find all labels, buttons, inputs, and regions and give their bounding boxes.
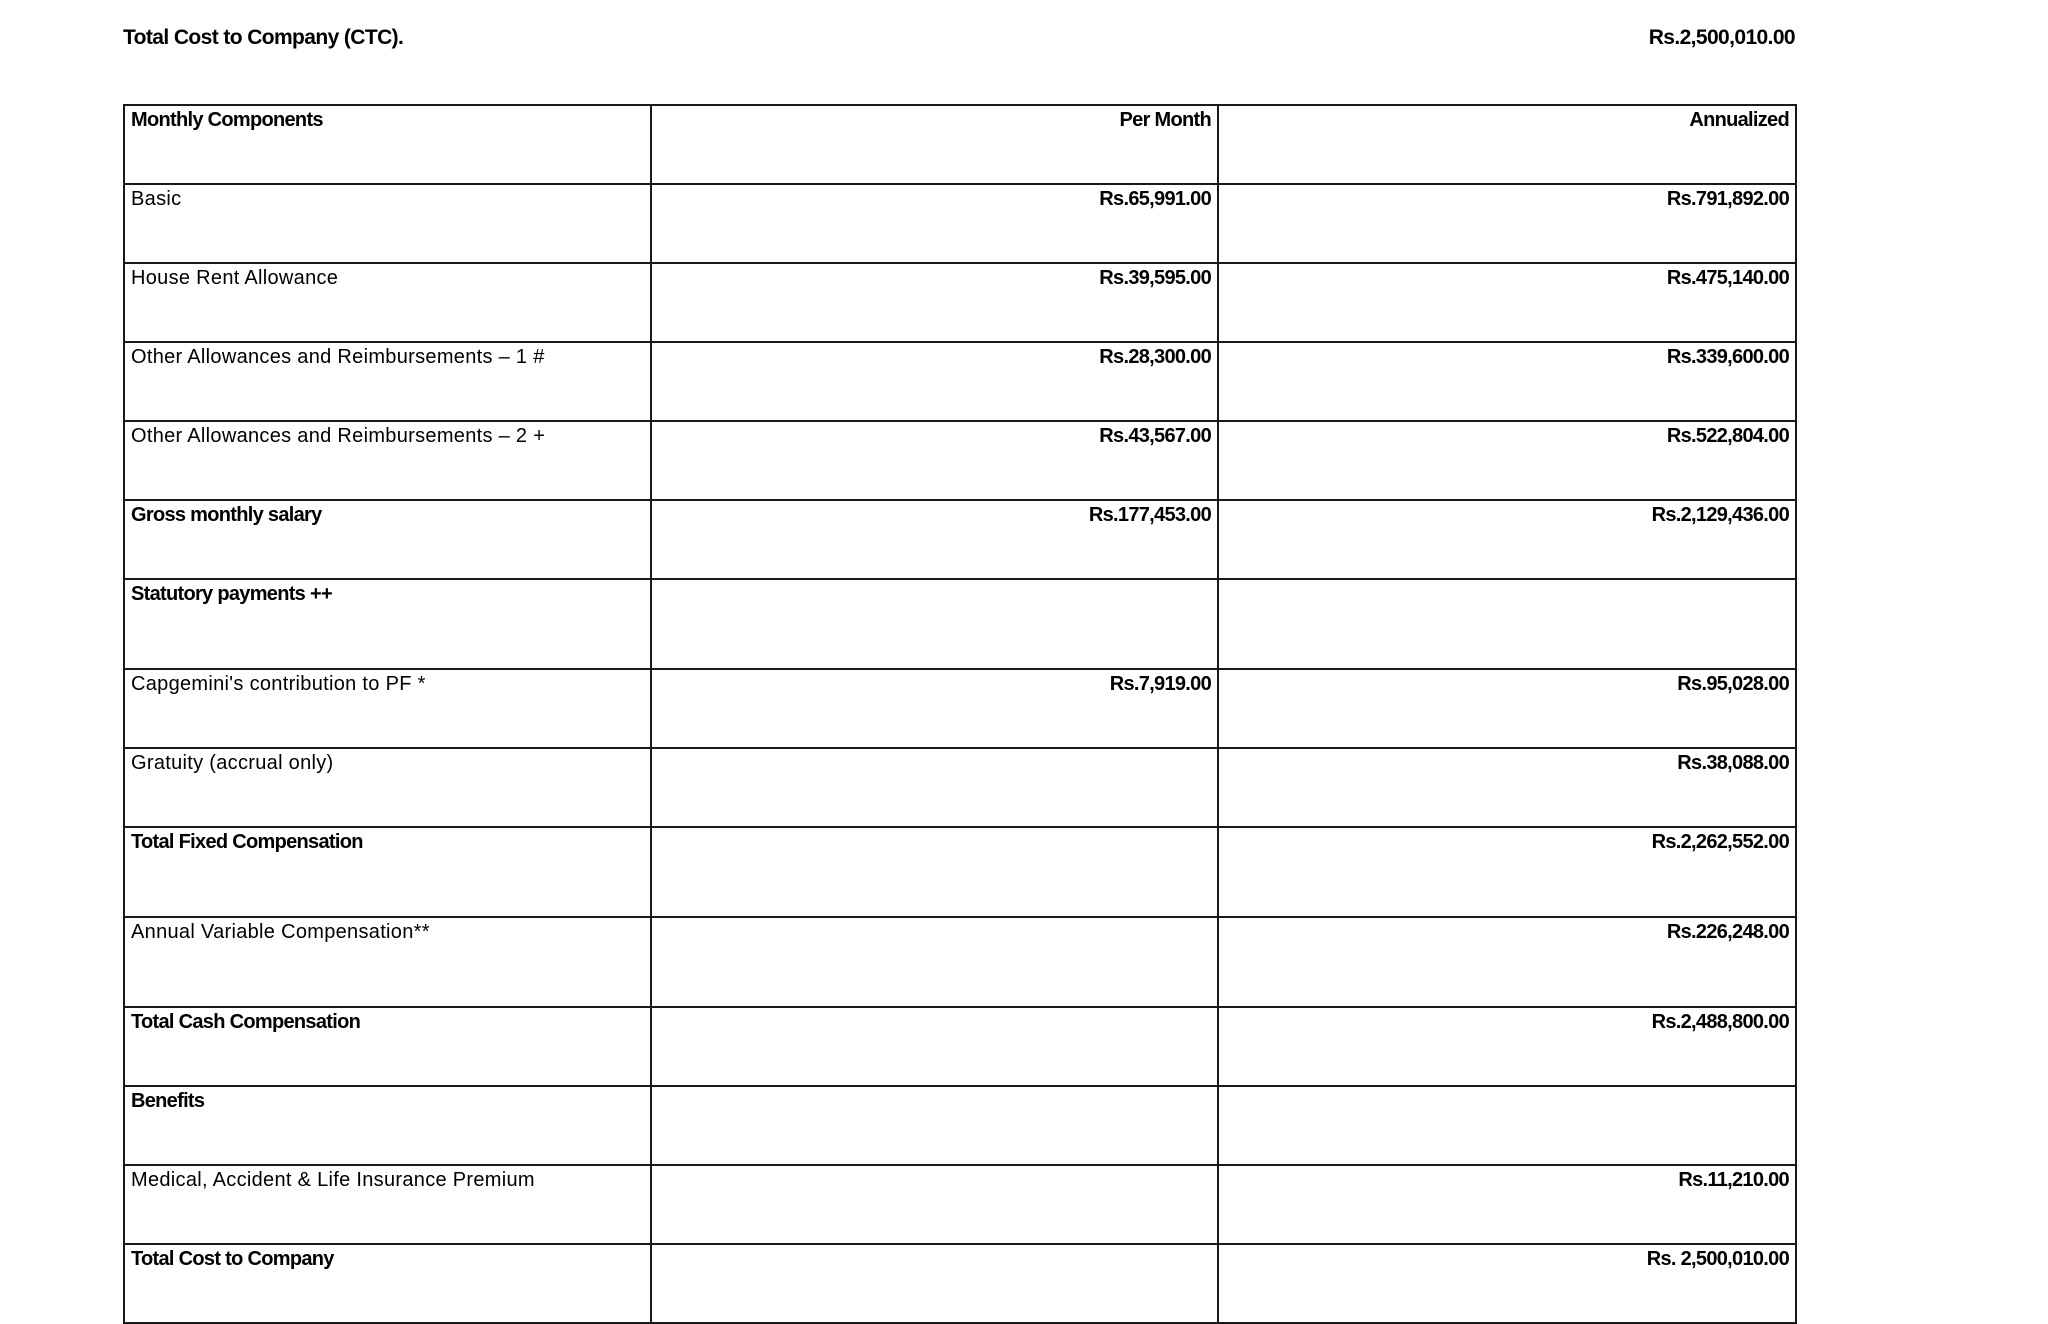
- table-row: [124, 579, 1796, 669]
- row-label: Total Fixed Compensation: [124, 827, 651, 917]
- table-row: [124, 263, 1796, 342]
- table-row: [124, 669, 1796, 748]
- table-row: [124, 827, 1796, 917]
- row-label: Statutory payments ++: [124, 579, 651, 669]
- row-label: Gratuity (accrual only): [124, 748, 651, 827]
- row-per-month: [651, 917, 1218, 1007]
- table-row: [124, 421, 1796, 500]
- ctc-summary-value: Rs.2,500,010.00: [1648, 26, 1795, 49]
- table-row: [124, 1086, 1796, 1165]
- row-label: Medical, Accident & Life Insurance Premium: [124, 1165, 651, 1244]
- row-annual: Rs.475,140.00: [1218, 263, 1796, 342]
- table-row: [124, 748, 1796, 827]
- row-per-month: Rs.177,453.00: [651, 500, 1218, 579]
- row-annual: Rs.95,028.00: [1218, 669, 1796, 748]
- compensation-table: [123, 104, 1797, 1324]
- table-row: [124, 1165, 1796, 1244]
- row-label: Basic: [124, 184, 651, 263]
- row-label: Other Allowances and Reimbursements – 1 #: [124, 342, 651, 421]
- row-label: Capgemini's contribution to PF *: [124, 669, 651, 748]
- row-per-month: Rs.65,991.00: [651, 184, 1218, 263]
- row-annual: Rs.2,488,800.00: [1218, 1007, 1796, 1086]
- table-row: [124, 1007, 1796, 1086]
- row-per-month: [651, 1244, 1218, 1323]
- row-annual: [1218, 1086, 1796, 1165]
- row-per-month: Rs.43,567.00: [651, 421, 1218, 500]
- row-label: Annual Variable Compensation**: [124, 917, 651, 1007]
- row-annual: Rs.11,210.00: [1218, 1165, 1796, 1244]
- ctc-summary: [123, 26, 1795, 58]
- row-annual: Rs.2,129,436.00: [1218, 500, 1796, 579]
- row-annual: Rs.791,892.00: [1218, 184, 1796, 263]
- row-per-month: Rs.7,919.00: [651, 669, 1218, 748]
- row-per-month: [651, 1086, 1218, 1165]
- row-label: Gross monthly salary: [124, 500, 651, 579]
- table-row: [124, 184, 1796, 263]
- header-monthly-components: Monthly Components: [124, 105, 651, 184]
- row-per-month: [651, 1165, 1218, 1244]
- table-row: [124, 1244, 1796, 1323]
- row-per-month: [651, 579, 1218, 669]
- row-label: Total Cash Compensation: [124, 1007, 651, 1086]
- row-per-month: [651, 748, 1218, 827]
- row-per-month: [651, 1007, 1218, 1086]
- row-label: Benefits: [124, 1086, 651, 1165]
- row-label: Other Allowances and Reimbursements – 2 +: [124, 421, 651, 500]
- row-annual: Rs.522,804.00: [1218, 421, 1796, 500]
- row-annual: [1218, 579, 1796, 669]
- row-per-month: [651, 827, 1218, 917]
- header-annualized: Annualized: [1218, 105, 1796, 184]
- row-annual: Rs.38,088.00: [1218, 748, 1796, 827]
- row-label: Total Cost to Company: [124, 1244, 651, 1323]
- row-per-month: Rs.28,300.00: [651, 342, 1218, 421]
- header-per-month: Per Month: [651, 105, 1218, 184]
- table-header-row: [124, 105, 1796, 184]
- row-annual: Rs. 2,500,010.00: [1218, 1244, 1796, 1323]
- table-row: [124, 342, 1796, 421]
- row-annual: Rs.2,262,552.00: [1218, 827, 1796, 917]
- row-annual: Rs.226,248.00: [1218, 917, 1796, 1007]
- ctc-summary-label: Total Cost to Company (CTC).: [123, 26, 404, 49]
- row-label: House Rent Allowance: [124, 263, 651, 342]
- row-per-month: Rs.39,595.00: [651, 263, 1218, 342]
- table-row: [124, 500, 1796, 579]
- table-row: [124, 917, 1796, 1007]
- row-annual: Rs.339,600.00: [1218, 342, 1796, 421]
